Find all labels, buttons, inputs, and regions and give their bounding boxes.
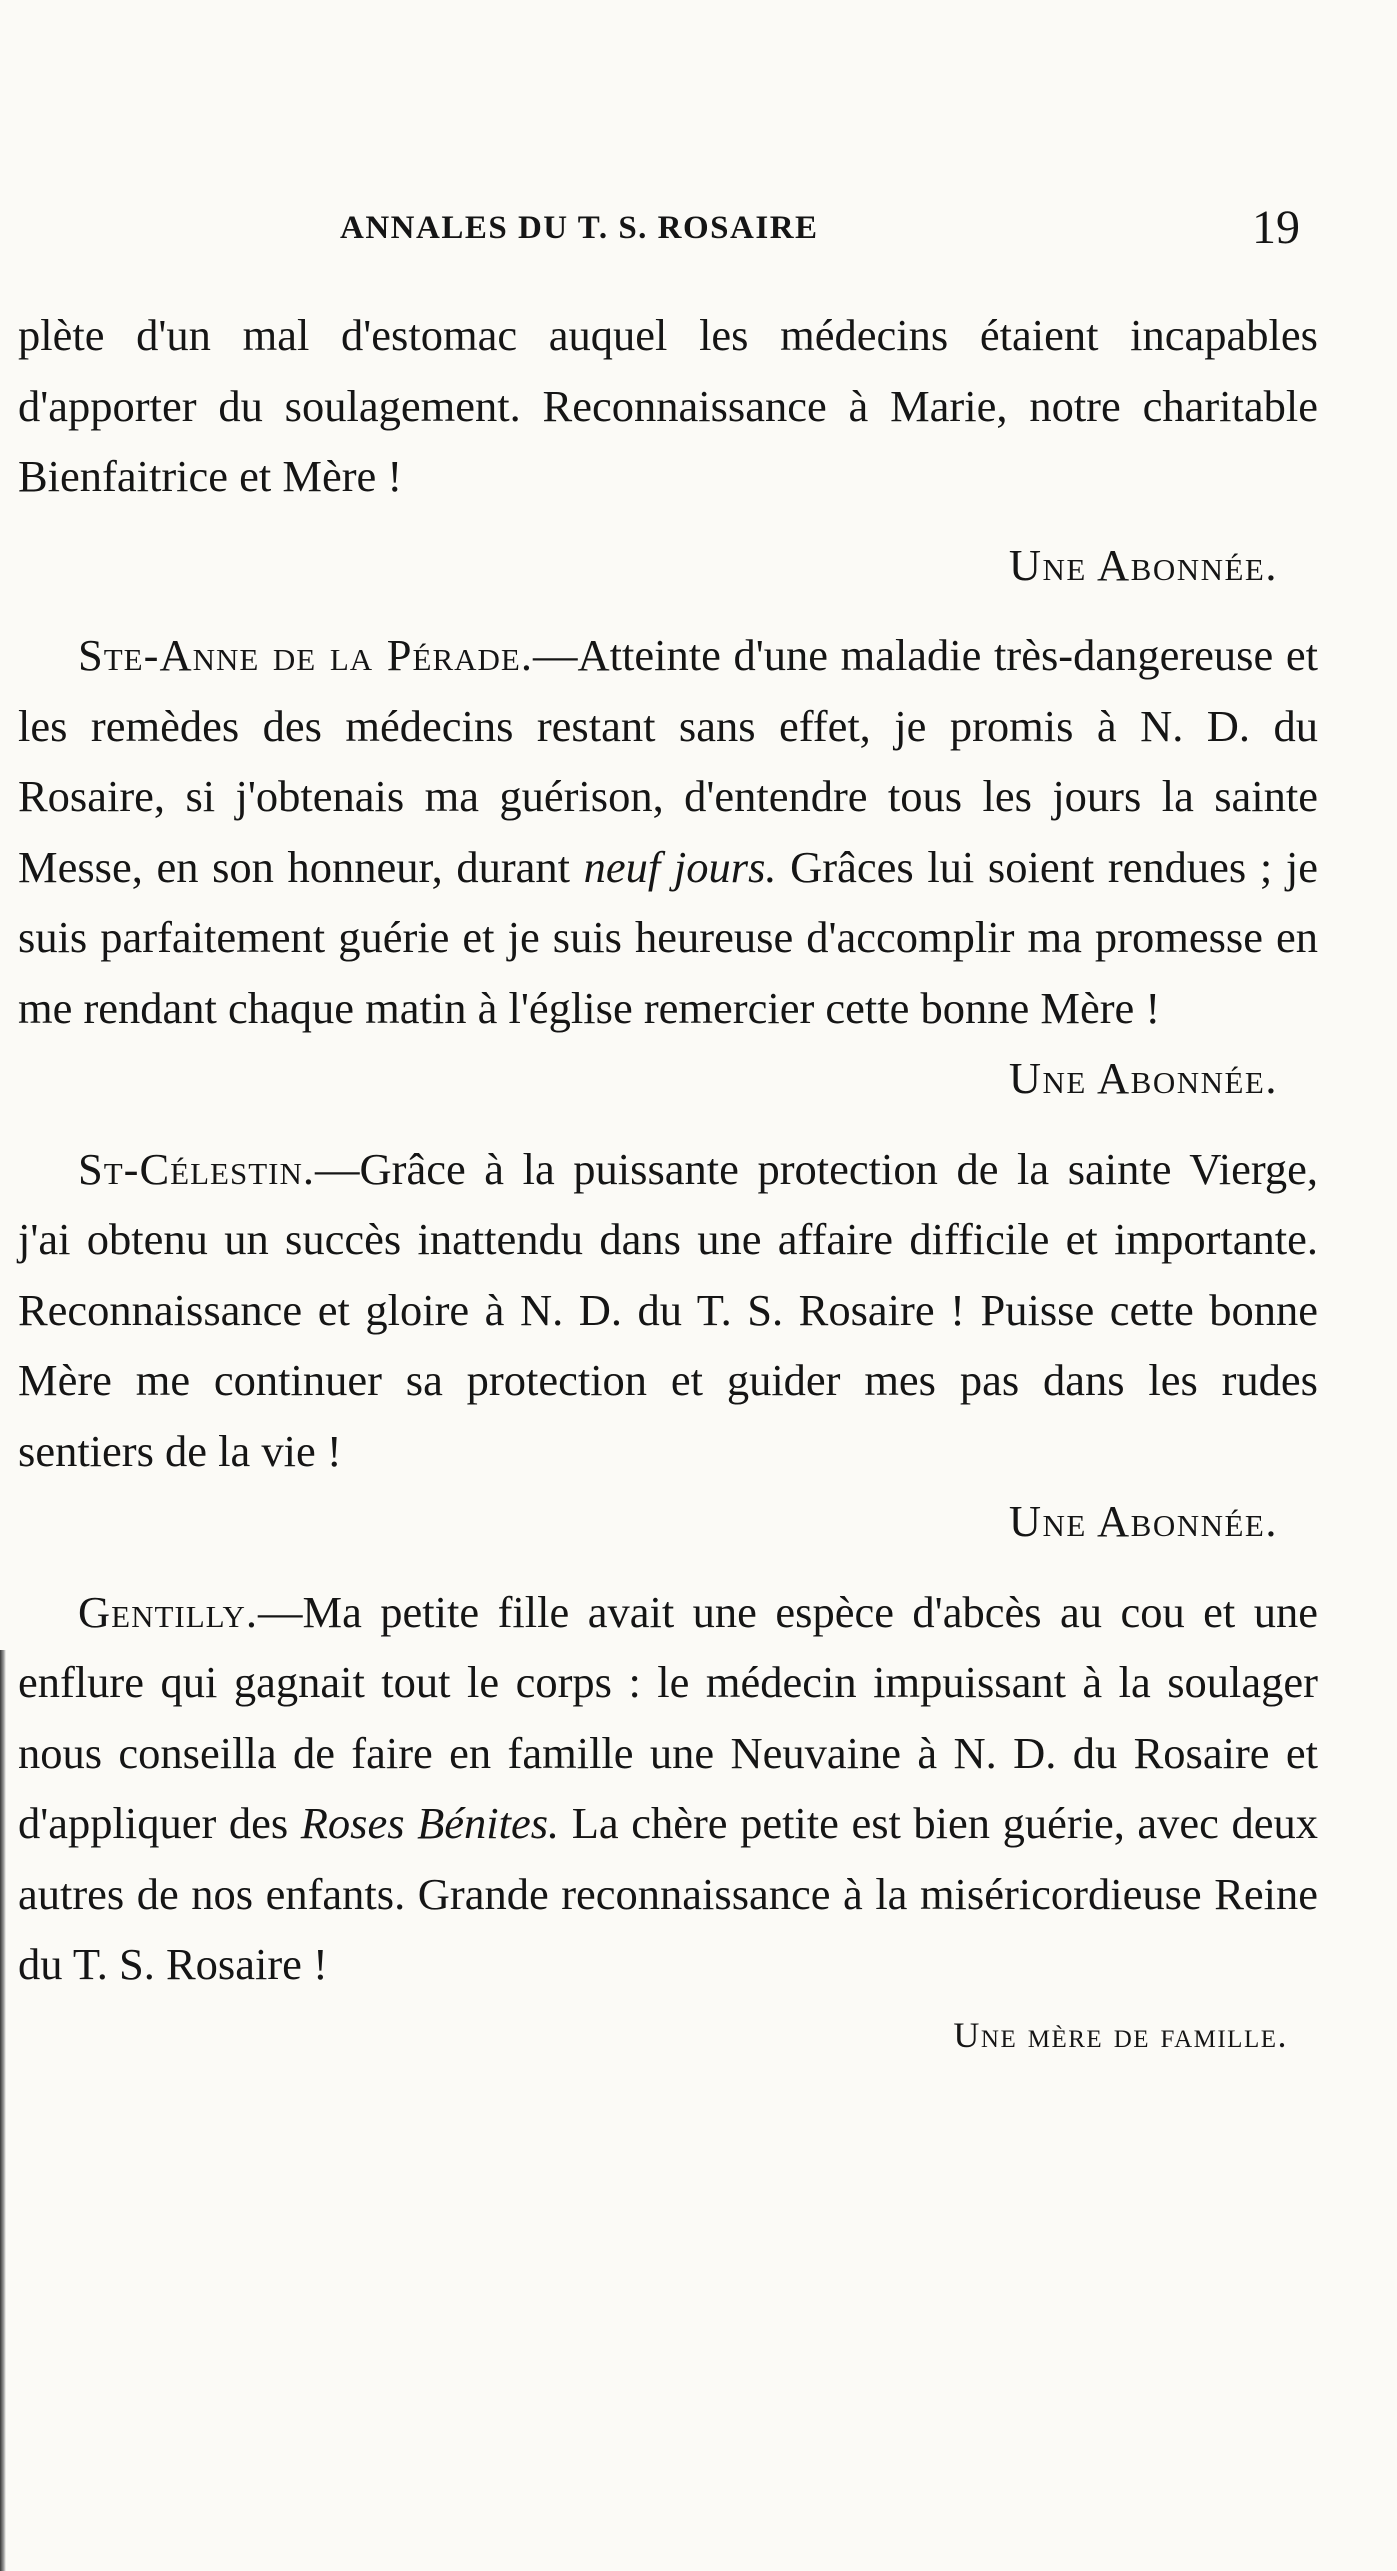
paragraph-italic: neuf jours.	[583, 841, 777, 892]
page-edge-shadow	[0, 1650, 6, 2571]
page-header	[340, 200, 1300, 260]
paragraph-italic: Roses Bénites.	[300, 1798, 560, 1848]
paragraph-ste-anne	[18, 620, 1318, 1043]
paragraph-gentilly	[18, 1577, 1318, 2000]
paragraph-text-after: Grâces lui soient rendues ; je suis parfaitement guérie et je suis heureuse d'accomplir ma promesse en me rendant chaque matin à l'église remercier cette bonne Mère !	[18, 841, 1318, 1033]
paragraph-st-celestin	[18, 1134, 1318, 1487]
place-name: Ste-Anne de la Pérade.	[78, 630, 533, 680]
page-number: 19	[1252, 201, 1300, 254]
running-title: ANNALES DU T. S. ROSAIRE	[340, 210, 819, 246]
paragraph-text: plète d'un mal d'estomac auquel les médecins étaient incapables d'apporter du soulagement. Reconnaissance à Marie, notre charitable Bienfaitrice et Mère !	[18, 310, 1318, 501]
signature: Une mère de famille.	[953, 2014, 1288, 2055]
page-body	[18, 300, 1318, 2070]
signature: Une Abonnée.	[1008, 1053, 1278, 1103]
place-name: Gentilly.	[78, 1586, 259, 1637]
place-name: St-Célestin.	[78, 1143, 316, 1194]
paragraph-text-after: La chère petite est bien guérie, avec deux autres de nos enfants. Grande reconnaissance à la miséricordieuse Reine du T. S. Rosaire !	[18, 1798, 1318, 1989]
paragraph-text: —Grâce à la puissante protection de la sainte Vierge, j'ai obtenu un succès inattendu dans une affaire difficile et importante. Reconnaissance et gloire à N. D. du T. S. Rosaire ! Puisse cette bonne Mère me continuer sa protection et guider mes pas dans les rudes sentiers de la vie !	[18, 1143, 1318, 1476]
signature: Une Abonnée.	[1008, 1496, 1278, 1546]
signature: Une Abonnée.	[1008, 539, 1278, 590]
paragraph-continuation	[18, 300, 1318, 512]
paragraph-text: —Atteinte d'une maladie très-dangereuse et les remèdes des médecins restant sans effet, je promis à N. D. du Rosaire, si j'obtenais ma guérison, d'entendre tous les jours la sainte Messe, en son honneur, durant	[18, 630, 1318, 892]
paragraph-text: —Ma petite fille avait une espèce d'abcès au cou et une enflure qui gagnait tout le corps : le médecin impuissant à la soulager nous conseilla de faire en famille une Neuvaine à N. D. du Rosaire et d'appliquer des	[18, 1586, 1318, 1848]
